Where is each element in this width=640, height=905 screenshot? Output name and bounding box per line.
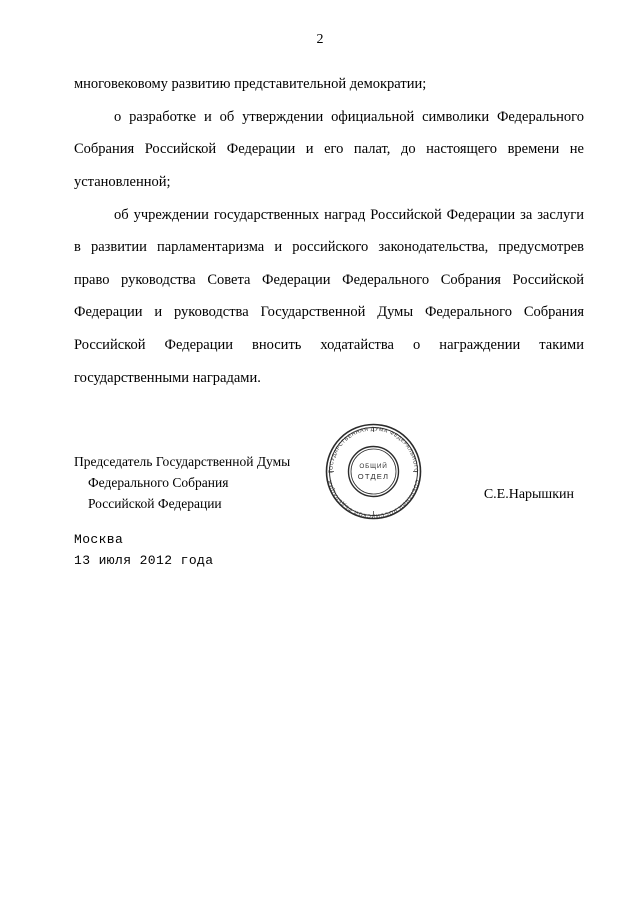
svg-text:СОБРАНИЯ РОССИЙСКОЙ ФЕДЕРАЦИИ: СОБРАНИЯ РОССИЙСКОЙ ФЕДЕРАЦИИ [327, 479, 420, 519]
signature-title-line-3: Российской Федерации [88, 495, 222, 511]
svg-text:ОТДЕЛ: ОТДЕЛ [357, 472, 390, 481]
official-stamp-icon [321, 419, 426, 524]
signatory-name: С.Е.Нарышкин [483, 487, 574, 502]
svg-text:ГОСУДАРСТВЕННАЯ ДУМА ФЕДЕРАЛЬН: ГОСУДАРСТВЕННАЯ ДУМА ФЕДЕРАЛЬНОГО [328, 426, 419, 474]
place: Москва [74, 532, 124, 547]
signature-title-line-2: Федерального Собрания [88, 474, 229, 490]
document-body [74, 68, 584, 394]
date: 13 июля 2012 года [74, 553, 214, 569]
paragraph-2: о разработке и об утверждении официальной символики Федерального Собрания Российской Федерации и его палат, до настоящего времени не установленной; [74, 108, 584, 190]
place-and-date [74, 529, 213, 572]
signature-title-line-1: Председатель Государственной Думы [74, 454, 291, 469]
svg-text:ОБЩИЙ: ОБЩИЙ [359, 463, 388, 470]
page-number: 2 [316, 32, 324, 47]
paragraph-3: об учреждении государственных наград Российской Федерации за заслуги в развитии парламентаризма и российского законодательства, предусмотрев право руководства Совета Федерации Федерального Собрания Российской Федерации и руководства Государственной Думы Федерального Собрания Российской Федерации вносить ходатайства о награждении такими государственными наградами. [74, 206, 584, 386]
paragraph-1: многовековому развитию представительной демократии; [74, 76, 427, 92]
